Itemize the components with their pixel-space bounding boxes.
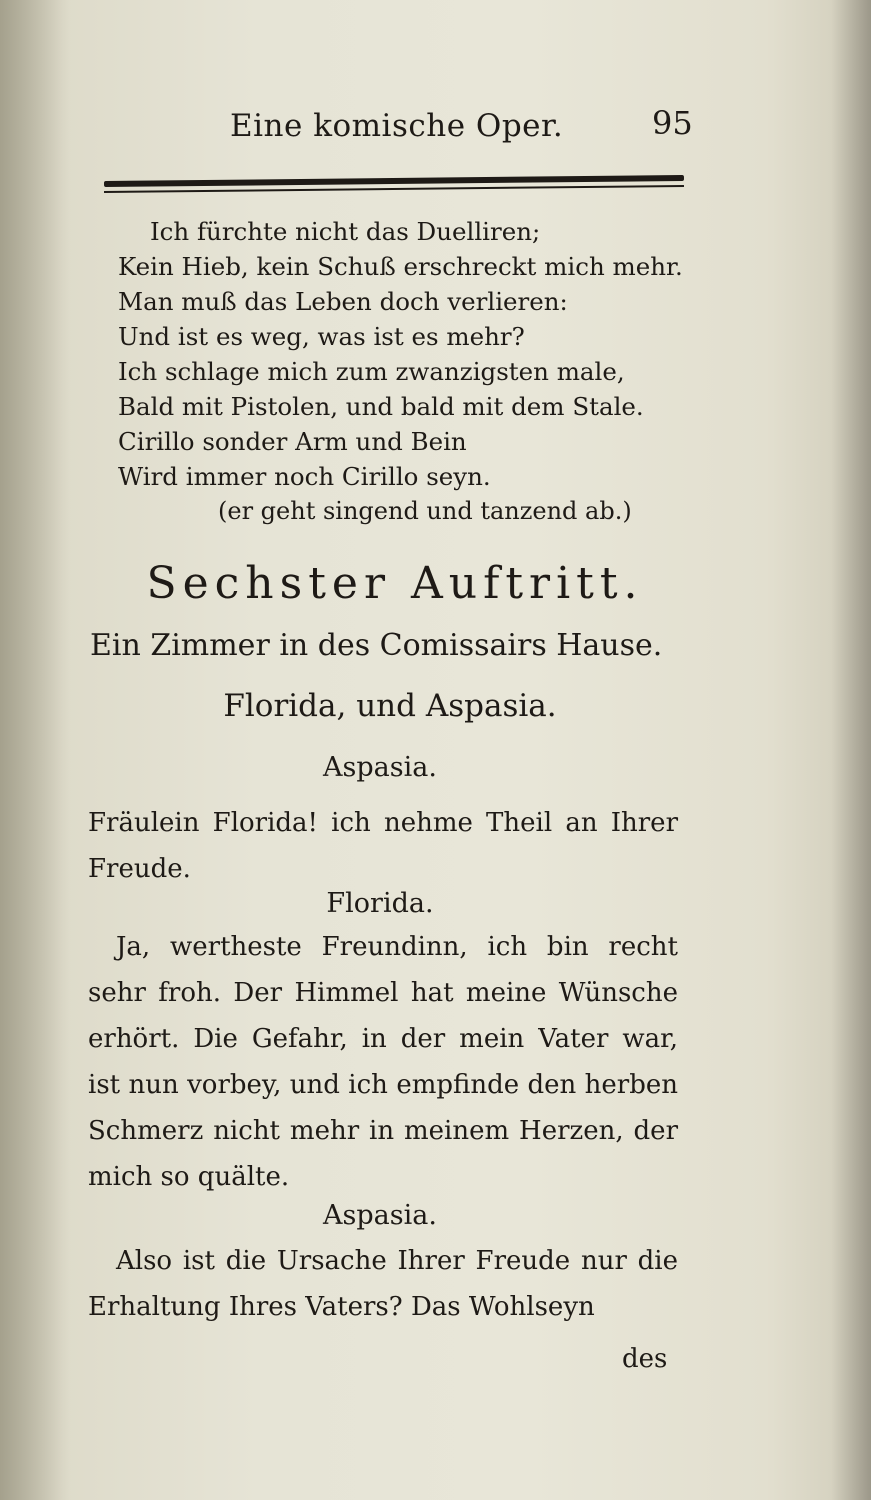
verse-line: Man muß das Leben doch verlieren: — [118, 287, 568, 316]
verse-line: Wird immer noch Cirillo seyn. — [118, 462, 491, 491]
scene-setting: Ein Zimmer in des Comissairs Hause. — [90, 628, 663, 663]
speaker-name: Florida. — [326, 888, 434, 919]
verse-line: Ich schlage mich zum zwanzigsten male, — [118, 357, 625, 386]
verse-line: Kein Hieb, kein Schuß erschreckt mich mehr. — [118, 252, 683, 281]
verse-line: Cirillo sonder Arm und Bein — [118, 427, 467, 456]
running-title: Eine komische Oper. — [230, 108, 564, 144]
verse-line: Und ist es weg, was ist es mehr? — [118, 322, 525, 351]
scene-characters: Florida, und Aspasia. — [223, 688, 557, 724]
speech-text — [88, 1238, 678, 1330]
speech-text — [88, 924, 678, 1200]
scene-title: Sechster Auftritt. — [146, 558, 644, 609]
verse-block — [118, 214, 693, 529]
speech-paragraph: Fräulein Florida! ich nehme Theil an Ihrer Freude. — [88, 808, 678, 884]
speaker-name: Aspasia. — [323, 752, 437, 783]
page-number: 95 — [652, 104, 693, 142]
speaker-name: Aspasia. — [323, 1200, 437, 1231]
speech-paragraph: Ja, wertheste Freundinn, ich bin recht sehr froh. Der Himmel hat meine Wünsche erhört. Die Gefahr, in der mein Vater war, ist nun vorbey, und ich empfinde den herben Schmerz nicht mehr in meinem Herzen, der mich so quälte. — [88, 932, 678, 1192]
stage-direction: (er geht singend und tanzend ab.) — [218, 497, 632, 525]
verse-line: Bald mit Pistolen, und bald mit dem Stale. — [118, 392, 644, 421]
speech-text — [88, 800, 678, 892]
verse-line: Ich fürchte nicht das Duelliren; — [150, 217, 541, 246]
catchword: des — [622, 1344, 668, 1374]
speech-paragraph: Also ist die Ursache Ihrer Freude nur die Erhaltung Ihres Vaters? Das Wohlseyn — [88, 1246, 678, 1322]
header-rule-thin — [104, 185, 684, 193]
